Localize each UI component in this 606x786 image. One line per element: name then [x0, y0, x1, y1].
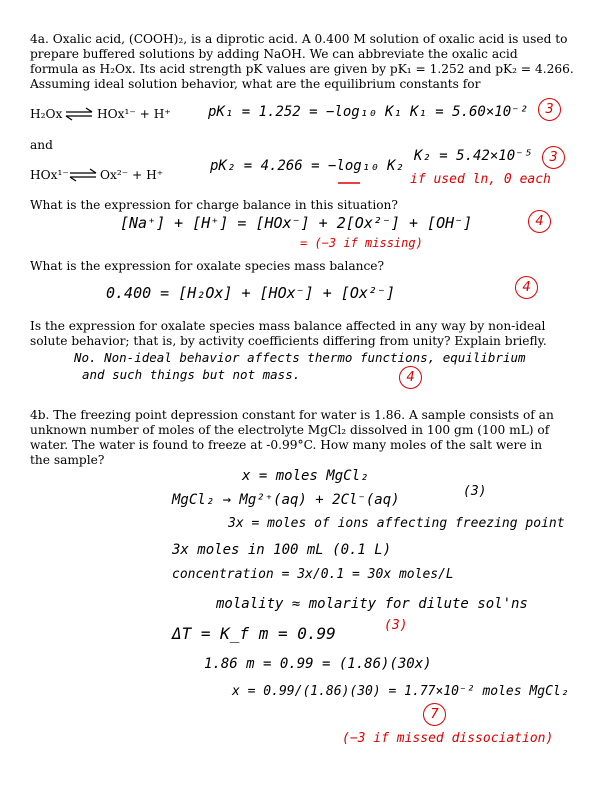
equilibrium-arrow-icon [68, 167, 98, 183]
hw-4b-line-6: molality ≈ molarity for dilute sol'ns [216, 596, 528, 612]
score-dissoc-label: (3) [463, 484, 487, 499]
hw-4b-line-2: MgCl₂ → Mg²⁺(aq) + 2Cl⁻(aq) [172, 492, 400, 508]
score-k2-badge: 3 [542, 146, 565, 169]
hw-4b-line-7: ΔT = K_f m = 0.99 [172, 624, 336, 643]
score-nonideal-badge: 4 [399, 366, 422, 389]
grader-dissoc-note: (−3 if missed dissociation) [342, 731, 554, 746]
eq2-right: Ox²⁻ + H⁺ [100, 168, 164, 182]
hw-4b-line-8: 1.86 m = 0.99 = (1.86)(30x) [204, 656, 432, 672]
hw-pk1: pK₁ = 1.252 = −log₁₀ K₁ [208, 104, 402, 120]
hw-k1: K₁ = 5.60×10⁻² [410, 104, 529, 120]
score-charge-badge: 4 [528, 210, 551, 233]
q4b-line-1: 4b. The freezing point depression constant for water is 1.86. A sample consists of an [30, 408, 554, 422]
score-final-badge: 7 [423, 703, 446, 726]
and-label: and [30, 138, 53, 152]
hw-4b-line-4: 3x moles in 100 mL (0.1 L) [172, 542, 392, 558]
hw-4b-line-1: x = moles MgCl₂ [242, 468, 369, 484]
intro-line-2: prepare buffered solutions by adding NaOH. We can abbreviate the oxalic acid [30, 47, 518, 61]
score-mass-badge: 4 [515, 276, 538, 299]
question-nonideal-line-1: Is the expression for oxalate species mass balance affected in any way by non-ideal [30, 319, 546, 333]
intro-line-1: 4a. Oxalic acid, (COOH)₂, is a diprotic acid. A 0.400 M solution of oxalic acid is used to [30, 32, 568, 46]
eq1-right: HOx¹⁻ + H⁺ [97, 107, 171, 121]
question-mass-balance: What is the expression for oxalate species mass balance? [30, 259, 385, 273]
score-k1-badge: 3 [538, 98, 561, 121]
hw-4b-line-9: x = 0.99/(1.86)(30) = 1.77×10⁻² moles MgCl₂ [232, 684, 569, 699]
hw-mass-balance: 0.400 = [H₂Ox] + [HOx⁻] + [Ox²⁻] [106, 284, 395, 302]
intro-line-4: Assuming ideal solution behavior, what are the equilibrium constants for [30, 77, 481, 91]
eq2-left: HOx¹⁻ [30, 168, 69, 182]
eq1-left: H₂Ox [30, 107, 63, 121]
hw-nonideal-line-2: and such things but not mass. [82, 367, 301, 382]
grader-charge-note: = (−3 if missing) [300, 236, 423, 250]
hw-k2: K₂ = 5.42×10⁻⁵ [414, 148, 533, 164]
hw-4b-line-5: concentration = 3x/0.1 = 30x moles/L [172, 567, 454, 582]
score-dt-label: (3) [384, 618, 408, 633]
grader-note-ln: if used ln, 0 each [410, 172, 551, 187]
question-charge-balance: What is the expression for charge balance in this situation? [30, 198, 398, 212]
question-nonideal-line-2: solute behavior; that is, by activity coefficients differing from unity? Explain briefly. [30, 334, 547, 348]
hw-nonideal-line-1: No. Non-ideal behavior affects thermo functions, equilibrium [74, 350, 526, 365]
q4b-line-4: the sample? [30, 453, 105, 467]
hw-4b-line-3: 3x = moles of ions affecting freezing point [228, 516, 565, 531]
hw-charge-balance: [Na⁺] + [H⁺] = [HOx⁻] + 2[Ox²⁻] + [OH⁻] [120, 214, 473, 232]
hw-pk2: pK₂ = 4.266 = −log₁₀ K₂ [210, 158, 404, 174]
equilibrium-arrow-icon [64, 106, 94, 122]
q4b-line-2: unknown number of moles of the electrolyte MgCl₂ dissolved in 100 gm (100 mL) of [30, 423, 550, 437]
red-underline [338, 180, 360, 186]
q4b-line-3: water. The water is found to freeze at -0.99°C. How many moles of the salt were in [30, 438, 543, 452]
intro-line-3: formula as H₂Ox. Its acid strength pK values are given by pK₁ = 1.252 and pK₂ = 4.266. [30, 62, 574, 76]
